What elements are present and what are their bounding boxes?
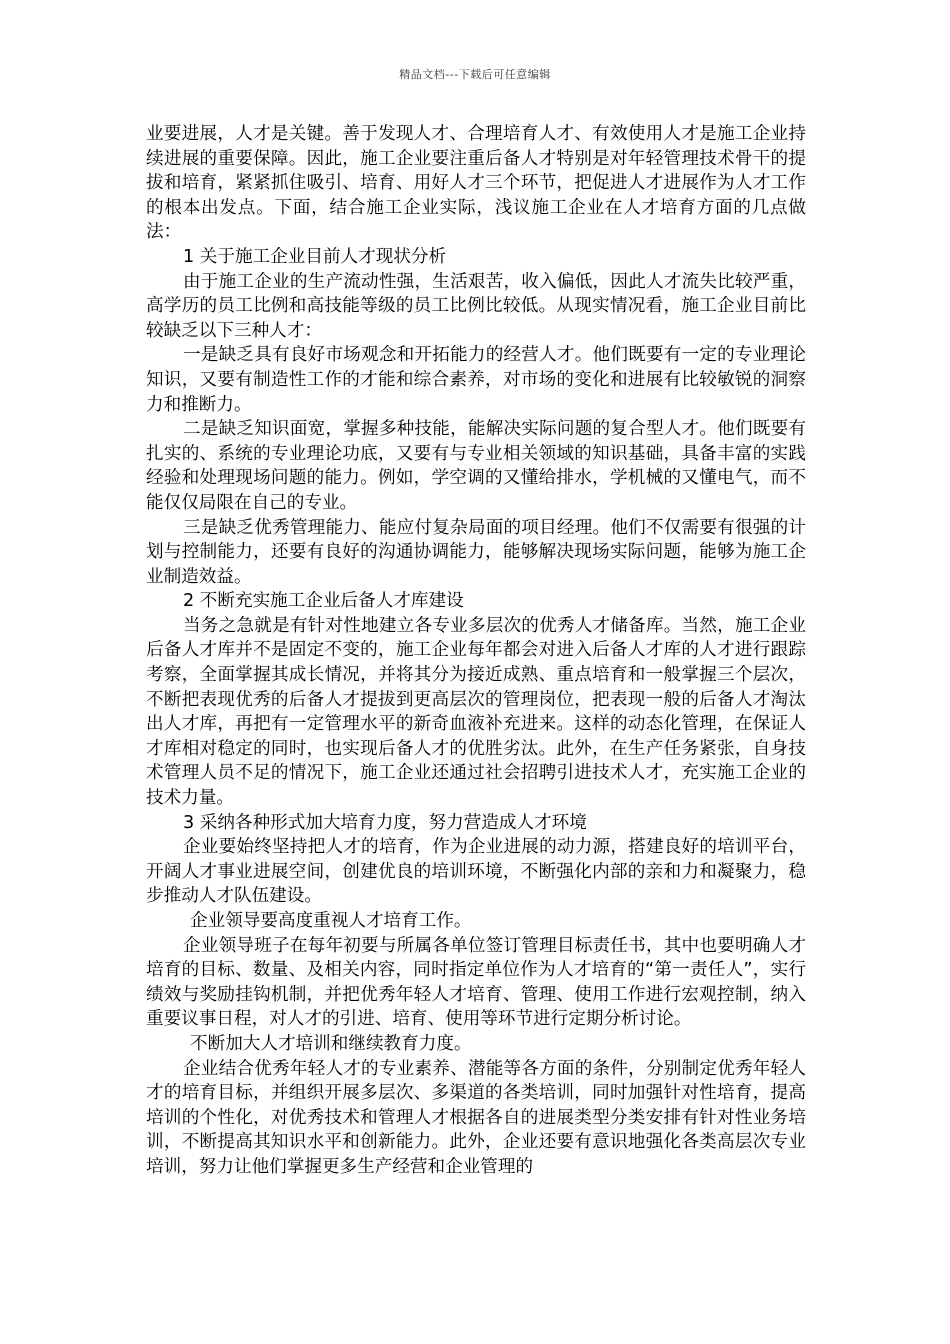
paragraph-training-platform: 企业要始终坚持把人才的培育，作为企业进展的动力源，搭建良好的培训平台，开阔人才事业进展空间，创建优良的培训环境，不断强化内部的亲和力和凝聚力，稳步推动人才队伍建设。 — [146, 837, 806, 907]
paragraph-project-manager: 三是缺乏优秀管理能力、能应付复杂局面的项目经理。他们不仅需要有很强的计划与控制能力，还要有良好的沟通协调能力，能够解决现场实际问题，能够为施工企业制造效益。 — [146, 517, 806, 587]
paragraph-intro: 业要进展，人才是关键。善于发现人才、合理培育人才、有效使用人才是施工企业持续进展的重要保障。因此，施工企业要注重后备人才特别是对年轻管理技术骨干的提拔和培育，紧紧抓住吸引、培育、用好人才三个环节，把促进人才进展作为人才工作的根本出发点。下面，结合施工企业实际，浅议施工企业在人才培育方面的几点做法： — [146, 124, 806, 243]
page-header: 精品文档---下载后可任意编辑 — [399, 68, 551, 81]
paragraph-talent-status: 由于施工企业的生产流动性强，生活艰苦，收入偏低，因此人才流失比较严重，高学历的员工比例和高技能等级的员工比例比较低。从现实情况看，施工企业目前比较缺乏以下三种人才： — [146, 271, 806, 341]
subheading-leadership: 企业领导要高度重视人才培育工作。 — [190, 911, 472, 931]
section-heading-1: 1 关于施工企业目前人才现状分析 — [183, 246, 447, 267]
paragraph-talent-pool: 当务之急就是有针对性地建立各专业多层次的优秀人才储备库。当然，施工企业后备人才库并不是固定不变的，施工企业每年都会对进入后备人才库的人才进行跟踪考察，全面掌握其成长情况，并将其分为接近成熟、重点培育和一般掌握三个层次，不断把表现优秀的后备人才提拔到更高层次的管理岗位，把表现一般的后备人才淘汰出人才库，再把有一定管理水平的新奇血液补充进来。这样的动态化管理，在保证人才库相对稳定的同时，也实现后备人才的优胜劣汰。此外，在生产任务紧张，自身技术管理人员不足的情况下，施工企业还通过社会招聘引进技术人才，充实施工企业的技术力量。 — [146, 615, 806, 809]
paragraph-business-talent: 一是缺乏具有良好市场观念和开拓能力的经营人才。他们既要有一定的专业理论知识，又要有制造性工作的才能和综合素养，对市场的变化和进展有比较敏锐的洞察力和推断力。 — [146, 345, 806, 415]
section-heading-2: 2 不断充实施工企业后备人才库建设 — [183, 591, 464, 612]
paragraph-training: 企业结合优秀年轻人才的专业素养、潜能等各方面的条件，分别制定优秀年轻人才的培育目标，并组织开展多层次、多渠道的各类培训，同时加强针对性培育，提高培训的个性化，对优秀技术和管理人才根据各自的进展类型分类安排有针对性业务培训，不断提高其知识水平和创新能力。此外，企业还要有意识地强化各类高层次专业培训，努力让他们掌握更多生产经营和企业管理的 — [146, 1058, 806, 1177]
paragraph-compound-talent: 二是缺乏知识面宽，掌握多种技能，能解决实际问题的复合型人才。他们既要有扎实的、系统的专业理论功底，又要有与专业相关领域的知识基础，具备丰富的实践经验和处理现场问题的能力。例如，学空调的又懂给排水，学机械的又懂电气，而不能仅仅局限在自己的专业。 — [146, 419, 806, 513]
paragraph-leadership: 企业领导班子在每年初要与所属各单位签订管理目标责任书，其中也要明确人才培育的目标、数量、及相关内容，同时指定单位作为人才培育的“第一责任人”，实行绩效与奖励挂钩机制，并把优秀年轻人才培育、管理、使用工作进行宏观控制，纳入重要议事日程，对人才的引进、培育、使用等环节进行定期分析讨论。 — [146, 935, 806, 1030]
document-body — [146, 122, 806, 1180]
subheading-training: 不断加大人才培训和继续教育力度。 — [190, 1033, 472, 1054]
section-heading-3: 3 采纳各种形式加大培育力度，努力营造成人才环境 — [183, 812, 587, 833]
